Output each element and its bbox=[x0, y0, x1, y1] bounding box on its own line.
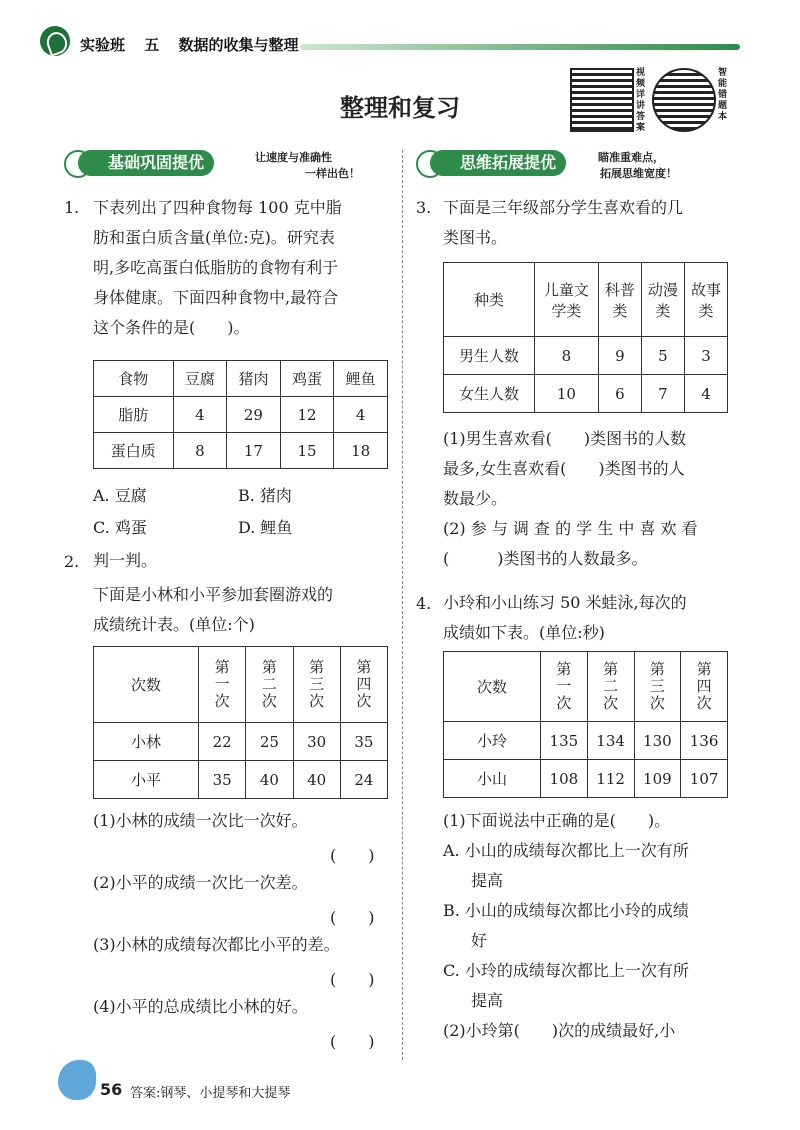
judge-item-2: (2)小平的成绩一次比一次差。 bbox=[93, 873, 308, 892]
answer-paren[interactable]: ( ) bbox=[330, 846, 375, 865]
text-line: (1)男生喜欢看( )类图书的人数 bbox=[443, 429, 687, 448]
question-3-subs bbox=[443, 424, 743, 574]
slogan-line: 拓展思维宽度！ bbox=[600, 167, 677, 180]
text-line: 数最少。 bbox=[443, 489, 508, 508]
text-line: 下面是小林和小平参加套圈游戏的 bbox=[93, 585, 334, 604]
slogan-line: 瞄准重难点， bbox=[598, 151, 664, 164]
table-cell: 15 bbox=[280, 433, 334, 469]
table-cell: 24 bbox=[340, 761, 387, 799]
vertical-header: 第四次 bbox=[354, 659, 373, 710]
table-header: 豆腐 bbox=[173, 361, 227, 397]
table-cell: 9 bbox=[598, 337, 641, 375]
table-cell: 109 bbox=[634, 760, 681, 798]
table-header: 鸡蛋 bbox=[280, 361, 334, 397]
table-cell: 135 bbox=[541, 722, 588, 760]
table-header bbox=[535, 263, 599, 337]
table-header: 食物 bbox=[94, 361, 174, 397]
unit-title: 数据的收集与整理 bbox=[178, 36, 299, 54]
table-header bbox=[541, 652, 588, 722]
table-cell: 25 bbox=[246, 723, 293, 761]
table-cell: 4 bbox=[684, 375, 727, 413]
table-row bbox=[444, 652, 728, 722]
judge-item-1: (1)小林的成绩一次比一次好。 bbox=[93, 811, 308, 830]
table-row bbox=[444, 760, 728, 798]
table-cell: 136 bbox=[681, 722, 728, 760]
table-cell: 18 bbox=[334, 433, 388, 469]
dolphin-icon bbox=[58, 1060, 96, 1100]
table-row bbox=[94, 433, 388, 469]
table-header bbox=[634, 652, 681, 722]
table-cell: 134 bbox=[587, 722, 634, 760]
vertical-header: 第四次 bbox=[694, 661, 713, 712]
text-line: ( )类图书的人数最多。 bbox=[443, 549, 648, 568]
text-line: 提高 bbox=[471, 871, 504, 890]
previous-answer: 答案:钢琴、小提琴和大提琴 bbox=[130, 1086, 291, 1101]
judge-item-4: (4)小平的总成绩比小林的好。 bbox=[93, 997, 308, 1016]
text-line: (2) 参 与 调 查 的 学 生 中 喜 欢 看 bbox=[443, 519, 698, 538]
table-header bbox=[246, 647, 293, 723]
qr-code-video[interactable] bbox=[570, 68, 634, 132]
table-cell: 22 bbox=[199, 723, 246, 761]
brand-label: 实验班 bbox=[80, 36, 126, 54]
header-line: 类 bbox=[655, 301, 671, 320]
judge-item-3: (3)小林的成绩每次都比小平的差。 bbox=[93, 935, 340, 954]
question-number: 4. bbox=[416, 594, 432, 613]
vertical-header: 第一次 bbox=[554, 661, 573, 712]
swim-time-table bbox=[443, 651, 728, 798]
page-title: 整理和复习 bbox=[340, 94, 460, 122]
table-cell: 4 bbox=[173, 397, 227, 433]
text-line: 最多,女生喜欢看( )类图书的人 bbox=[443, 459, 685, 478]
table-header: 猪肉 bbox=[227, 361, 281, 397]
table-cell: 5 bbox=[641, 337, 684, 375]
text-line: 肪和蛋白质含量(单位:克)。研究表 bbox=[93, 228, 335, 247]
header-line: 故事 bbox=[690, 280, 721, 299]
vertical-header: 第三次 bbox=[307, 659, 326, 710]
table-cell: 小玲 bbox=[444, 722, 541, 760]
table-cell: 3 bbox=[684, 337, 727, 375]
ring-toss-table bbox=[93, 646, 388, 799]
table-row bbox=[444, 375, 728, 413]
table-row bbox=[94, 723, 388, 761]
table-cell: 29 bbox=[227, 397, 281, 433]
table-row bbox=[94, 647, 388, 723]
brand-logo-icon bbox=[40, 26, 70, 56]
answer-paren[interactable]: ( ) bbox=[330, 970, 375, 989]
text-line: 身体健康。下面四种食物中,最符合 bbox=[93, 288, 339, 307]
table-header: 种类 bbox=[444, 263, 535, 337]
qr-label-video: 视频详讲答案 bbox=[636, 68, 646, 133]
table-header bbox=[587, 652, 634, 722]
text-line: 提高 bbox=[471, 991, 504, 1010]
question-2-title: 判一判。 bbox=[93, 551, 158, 570]
table-header: 次数 bbox=[444, 652, 541, 722]
unit-number: 五 bbox=[144, 36, 160, 54]
option-a[interactable]: A. 豆腐 bbox=[93, 486, 147, 505]
page-header bbox=[80, 34, 313, 55]
text-line: 明,多吃高蛋白低脂肪的食物有利于 bbox=[93, 258, 339, 277]
text-line: 成绩统计表。(单位:个) bbox=[93, 615, 255, 634]
header-line: 类 bbox=[698, 301, 714, 320]
table-cell: 130 bbox=[634, 722, 681, 760]
table-cell: 脂肪 bbox=[94, 397, 174, 433]
text-line: 小玲和小山练习 50 米蛙泳,每次的 bbox=[443, 593, 687, 612]
header-line: 学类 bbox=[551, 301, 582, 320]
table-row bbox=[444, 722, 728, 760]
table-cell: 10 bbox=[535, 375, 599, 413]
table-cell: 男生人数 bbox=[444, 337, 535, 375]
vertical-header: 第三次 bbox=[647, 661, 666, 712]
header-decoration-line bbox=[300, 44, 740, 50]
text-line: 下表列出了四种食物每 100 克中脂 bbox=[93, 198, 342, 217]
slogan-line: 一样出色！ bbox=[305, 167, 360, 180]
table-cell: 112 bbox=[587, 760, 634, 798]
table-cell: 35 bbox=[340, 723, 387, 761]
text-line: 类图书。 bbox=[443, 228, 508, 247]
option-b[interactable]: B. 猪肉 bbox=[238, 486, 292, 505]
section-slogan-basic bbox=[255, 150, 360, 182]
page-number: 56 bbox=[100, 1080, 123, 1099]
food-nutrition-table bbox=[93, 360, 388, 469]
qr-label-errorbook: 智能错题本 bbox=[718, 68, 728, 122]
table-cell: 40 bbox=[246, 761, 293, 799]
table-cell: 6 bbox=[598, 375, 641, 413]
text-line: (1)下面说法中正确的是( )。 bbox=[443, 811, 671, 830]
table-cell: 蛋白质 bbox=[94, 433, 174, 469]
text-line: 这个条件的是( )。 bbox=[93, 318, 250, 337]
vertical-header: 第一次 bbox=[212, 659, 231, 710]
table-cell: 107 bbox=[681, 760, 728, 798]
table-header bbox=[293, 647, 340, 723]
table-header bbox=[199, 647, 246, 723]
table-cell: 35 bbox=[199, 761, 246, 799]
table-cell: 30 bbox=[293, 723, 340, 761]
header-line: 科普 bbox=[604, 280, 635, 299]
section-slogan-advanced bbox=[598, 150, 677, 182]
table-cell: 4 bbox=[334, 397, 388, 433]
text-line: C. 小玲的成绩每次都比上一次有所 bbox=[443, 961, 689, 980]
table-header bbox=[598, 263, 641, 337]
slogan-line: 让速度与准确性 bbox=[255, 151, 332, 164]
table-cell: 小山 bbox=[444, 760, 541, 798]
table-row bbox=[94, 397, 388, 433]
qr-code-errorbook[interactable] bbox=[652, 68, 716, 132]
question-3-text bbox=[443, 193, 743, 253]
table-cell: 女生人数 bbox=[444, 375, 535, 413]
vertical-header: 第二次 bbox=[259, 659, 278, 710]
table-row bbox=[444, 263, 728, 337]
table-cell: 12 bbox=[280, 397, 334, 433]
question-number: 3. bbox=[416, 198, 432, 217]
text-line: (2)小玲第( )次的成绩最好,小 bbox=[443, 1021, 676, 1040]
book-preference-table bbox=[443, 262, 728, 413]
question-number: 2. bbox=[64, 552, 80, 571]
table-header: 鲤鱼 bbox=[334, 361, 388, 397]
question-number: 1. bbox=[64, 198, 80, 217]
table-cell: 小林 bbox=[94, 723, 199, 761]
option-d[interactable]: D. 鲤鱼 bbox=[238, 518, 293, 537]
table-cell: 17 bbox=[227, 433, 281, 469]
option-c[interactable]: C. 鸡蛋 bbox=[93, 518, 147, 537]
answer-paren[interactable]: ( ) bbox=[330, 908, 375, 927]
question-1-text bbox=[93, 193, 393, 343]
text-line: 成绩如下表。(单位:秒) bbox=[443, 623, 605, 642]
text-line: B. 小山的成绩每次都比小玲的成绩 bbox=[443, 901, 689, 920]
section-banner-basic: 基础巩固提优 bbox=[78, 150, 214, 176]
table-cell: 小平 bbox=[94, 761, 199, 799]
text-line: 下面是三年级部分学生喜欢看的几 bbox=[443, 198, 684, 217]
table-cell: 108 bbox=[541, 760, 588, 798]
table-cell: 7 bbox=[641, 375, 684, 413]
question-2-text bbox=[93, 580, 393, 640]
table-cell: 8 bbox=[535, 337, 599, 375]
header-line: 类 bbox=[612, 301, 628, 320]
header-line: 动漫 bbox=[647, 280, 678, 299]
table-row bbox=[444, 337, 728, 375]
table-row bbox=[94, 361, 388, 397]
text-line: 好 bbox=[471, 931, 488, 950]
table-header bbox=[681, 652, 728, 722]
question-4-subs bbox=[443, 806, 743, 1046]
table-header bbox=[684, 263, 727, 337]
table-header bbox=[641, 263, 684, 337]
table-header: 次数 bbox=[94, 647, 199, 723]
section-banner-advanced: 思维拓展提优 bbox=[430, 150, 566, 176]
question-4-text bbox=[443, 588, 743, 648]
answer-paren[interactable]: ( ) bbox=[330, 1032, 375, 1051]
vertical-header: 第二次 bbox=[601, 661, 620, 712]
table-header bbox=[340, 647, 387, 723]
column-divider bbox=[402, 150, 403, 1060]
table-cell: 8 bbox=[173, 433, 227, 469]
header-line: 儿童文 bbox=[543, 280, 589, 299]
table-row bbox=[94, 761, 388, 799]
table-cell: 40 bbox=[293, 761, 340, 799]
text-line: A. 小山的成绩每次都比上一次有所 bbox=[443, 841, 689, 860]
